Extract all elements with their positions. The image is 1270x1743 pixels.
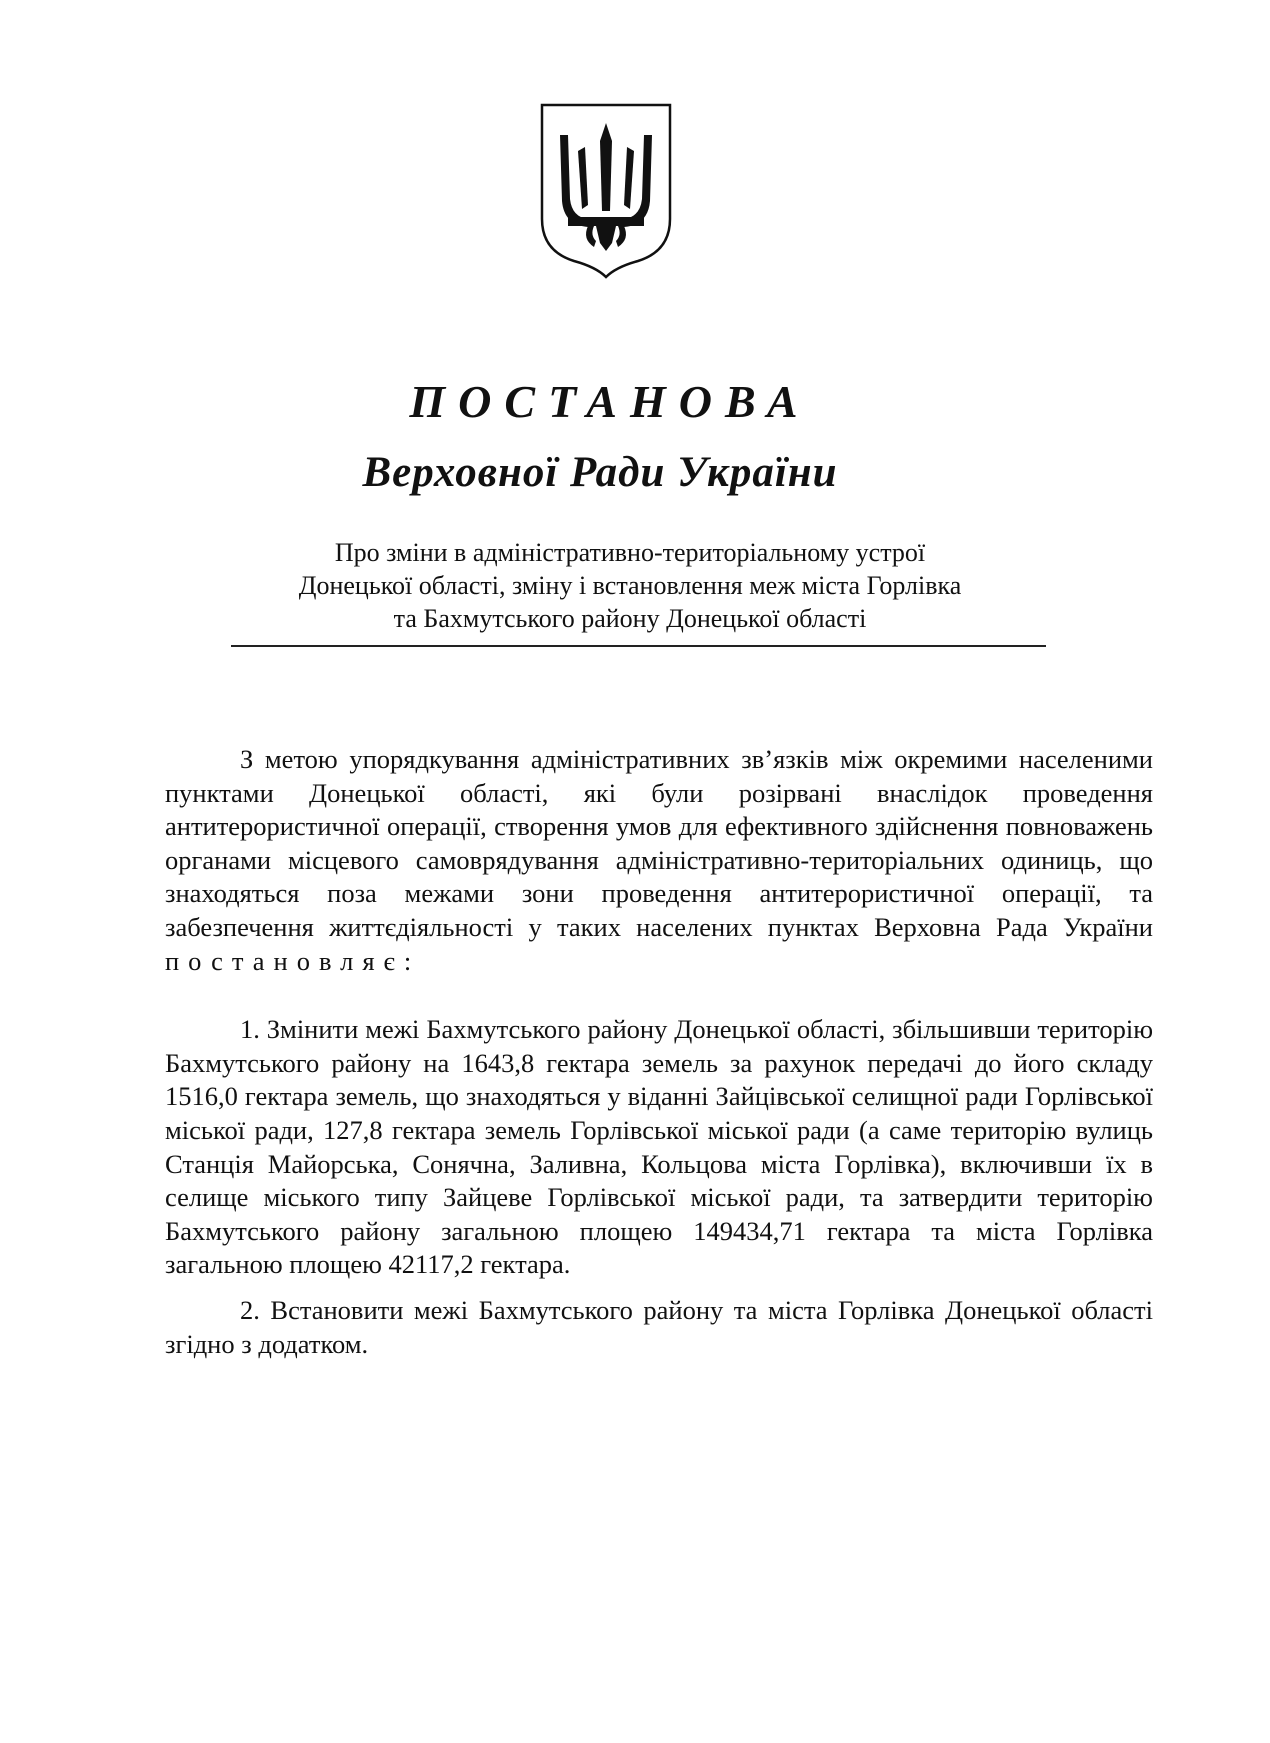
document-about bbox=[200, 536, 1060, 635]
preamble-paragraph bbox=[165, 743, 1153, 978]
coat-of-arms-icon bbox=[538, 101, 674, 281]
preamble-text: З метою упорядкування адміністративних зв’язків між окремими населеними пунктами Донецької області, які були розірвані внаслідок проведення антитерористичної операції, створення умов для ефективного здійснення повноважень органами місцевого самоврядування адміністративно-територіальних одиниць, що знаходяться поза межами зони проведення антитерористичної операції, та забезпечення життєдіяльності у таких населених пунктах Верховна Рада України bbox=[165, 744, 1153, 942]
about-line: та Бахмутського району Донецької області bbox=[393, 604, 867, 633]
document-body bbox=[165, 743, 1153, 1361]
about-line: Про зміни в адміністративно-територіальному устрої bbox=[334, 538, 926, 567]
title-divider bbox=[231, 645, 1046, 647]
item-1-paragraph: 1. Змінити межі Бахмутського району Донецької області, збільшивши територію Бахмутського району на 1643,8 гектара земель за рахунок передачі до його складу 1516,0 гектара земель, що знаходяться у віданні Зайцівської селищної ради Горлівської міської ради, 127,8 гектара земель Горлівської міської ради (а саме територію вулиць Станція Майорська, Сонячна, Заливна, Кольцова міста Горлівка), включивши їх в селище міського типу Зайцеве Горлівської міської ради, та затвердити територію Бахмутського району загальною площею 149434,71 гектара та міста Горлівка загальною площею 42117,2 гектара. bbox=[165, 1014, 1153, 1280]
document-title: ПОСТАНОВА bbox=[409, 376, 811, 427]
resolves-word: постановляє: bbox=[165, 945, 421, 976]
document-subtitle: Верховної Ради України bbox=[362, 449, 838, 496]
item-2-paragraph: 2. Встановити межі Бахмутського району та міста Горлівка Донецької області згідно з додатком. bbox=[165, 1294, 1153, 1359]
about-line: Донецької області, зміну і встановлення меж міста Горлівка bbox=[298, 571, 962, 600]
